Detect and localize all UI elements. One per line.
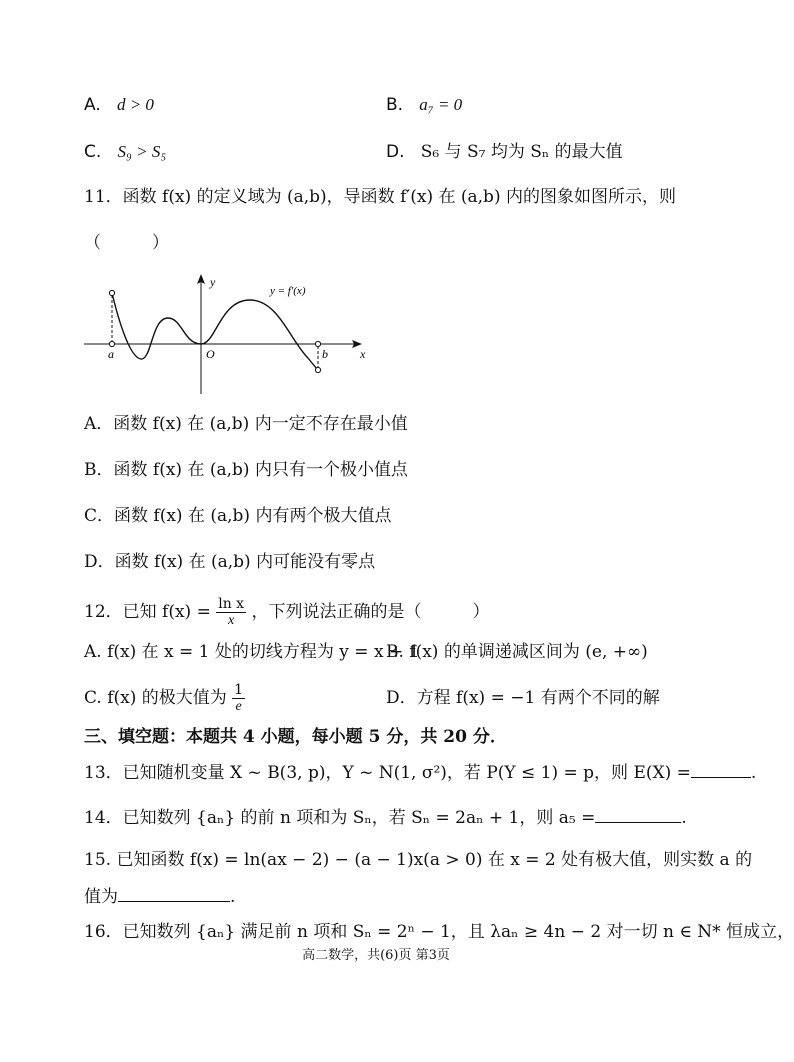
q15-line2: 值为 . <box>84 887 236 907</box>
q12-option-d: D．方程 f(x) = −1 有两个不同的解 <box>386 688 660 708</box>
q11-option-b: B．函数 f(x) 在 (a,b) 内只有一个极小值点 <box>84 460 408 480</box>
section-3-title: 三、填空题：本题共 4 小题，每小题 5 分，共 20 分． <box>84 727 507 747</box>
q14: 14．已知数列 {aₙ} 的前 n 项和为 Sₙ，若 Sₙ = 2aₙ + 1，则 a₅ = . <box>84 808 687 828</box>
open-point-bottom-right <box>315 367 320 372</box>
q11-option-c: C．函数 f(x) 在 (a,b) 内有两个极大值点 <box>84 506 392 526</box>
open-point-a <box>109 341 114 346</box>
derivative-curve <box>112 293 318 370</box>
open-point-b <box>315 341 320 346</box>
q12-stem: 12．已知 f(x) = $\frac{\text{ln x}}{x}$ ，下列说法正确的是（ ） <box>84 596 490 628</box>
q12-option-b: B. f(x) 的单调递减区间为 (e, +∞) <box>386 642 648 662</box>
q12-optc-fraction: $\frac{1}{e}$ <box>234 682 244 714</box>
b-label: b <box>322 347 328 361</box>
derivative-graph <box>80 270 380 400</box>
q11-answer-paren: （ ） <box>84 233 169 253</box>
x-label: x <box>360 347 366 361</box>
q13-answer-blank[interactable] <box>691 761 751 778</box>
q12-fraction: $\frac{\text{ln x}}{x}$ <box>218 596 245 628</box>
q15-answer-blank[interactable] <box>118 885 230 902</box>
q12-option-c: C. f(x) 的极大值为 $\frac{1}{e}$ <box>84 682 244 714</box>
q11-option-d: D．函数 f(x) 在 (a,b) 内可能没有零点 <box>84 552 376 572</box>
q11-stem: 11．函数 f(x) 的定义域为 (a,b)，导函数 f′(x) 在 (a,b) 内的图象如图所示，则 <box>84 187 676 207</box>
origin-label: O <box>206 347 215 361</box>
q15-line1: 15. 已知函数 f(x) = ln(ax − 2) − (a − 1)x(a > 0) 在 x = 2 处有极大值，则实数 a 的 <box>84 850 753 870</box>
q12-option-a: A. f(x) 在 x = 1 处的切线方程为 y = x + 1 <box>84 642 420 662</box>
open-point-top-left <box>109 290 114 295</box>
q10-option-c: C. S₉ > S₅ <box>84 142 167 162</box>
q16: 16．已知数列 {aₙ} 满足前 n 项和 Sₙ = 2ⁿ − 1，且 λaₙ ≥ 4n − 2 对一切 n ∈ N* 恒成立， <box>84 922 794 942</box>
q10-option-a: A. d > 0 <box>84 95 154 115</box>
a-label: a <box>108 347 114 361</box>
q10-option-b: B. a₇ = 0 <box>386 95 463 115</box>
q10-option-d: D. S₆ 与 S₇ 均为 Sₙ 的最大值 <box>386 142 623 162</box>
page-footer: 高二数学，共(6)页 第3页 <box>302 948 450 963</box>
y-label: y <box>210 275 216 289</box>
curve-label: y = f′(x) <box>270 285 306 297</box>
q11-option-a: A．函数 f(x) 在 (a,b) 内一定不存在最小值 <box>84 414 408 434</box>
q14-answer-blank[interactable] <box>595 806 681 823</box>
q13: 13．已知随机变量 X ~ B(3, p)，Y ~ N(1, σ²)，若 P(Y ≤ 1) = p，则 E(X) = . <box>84 763 757 783</box>
